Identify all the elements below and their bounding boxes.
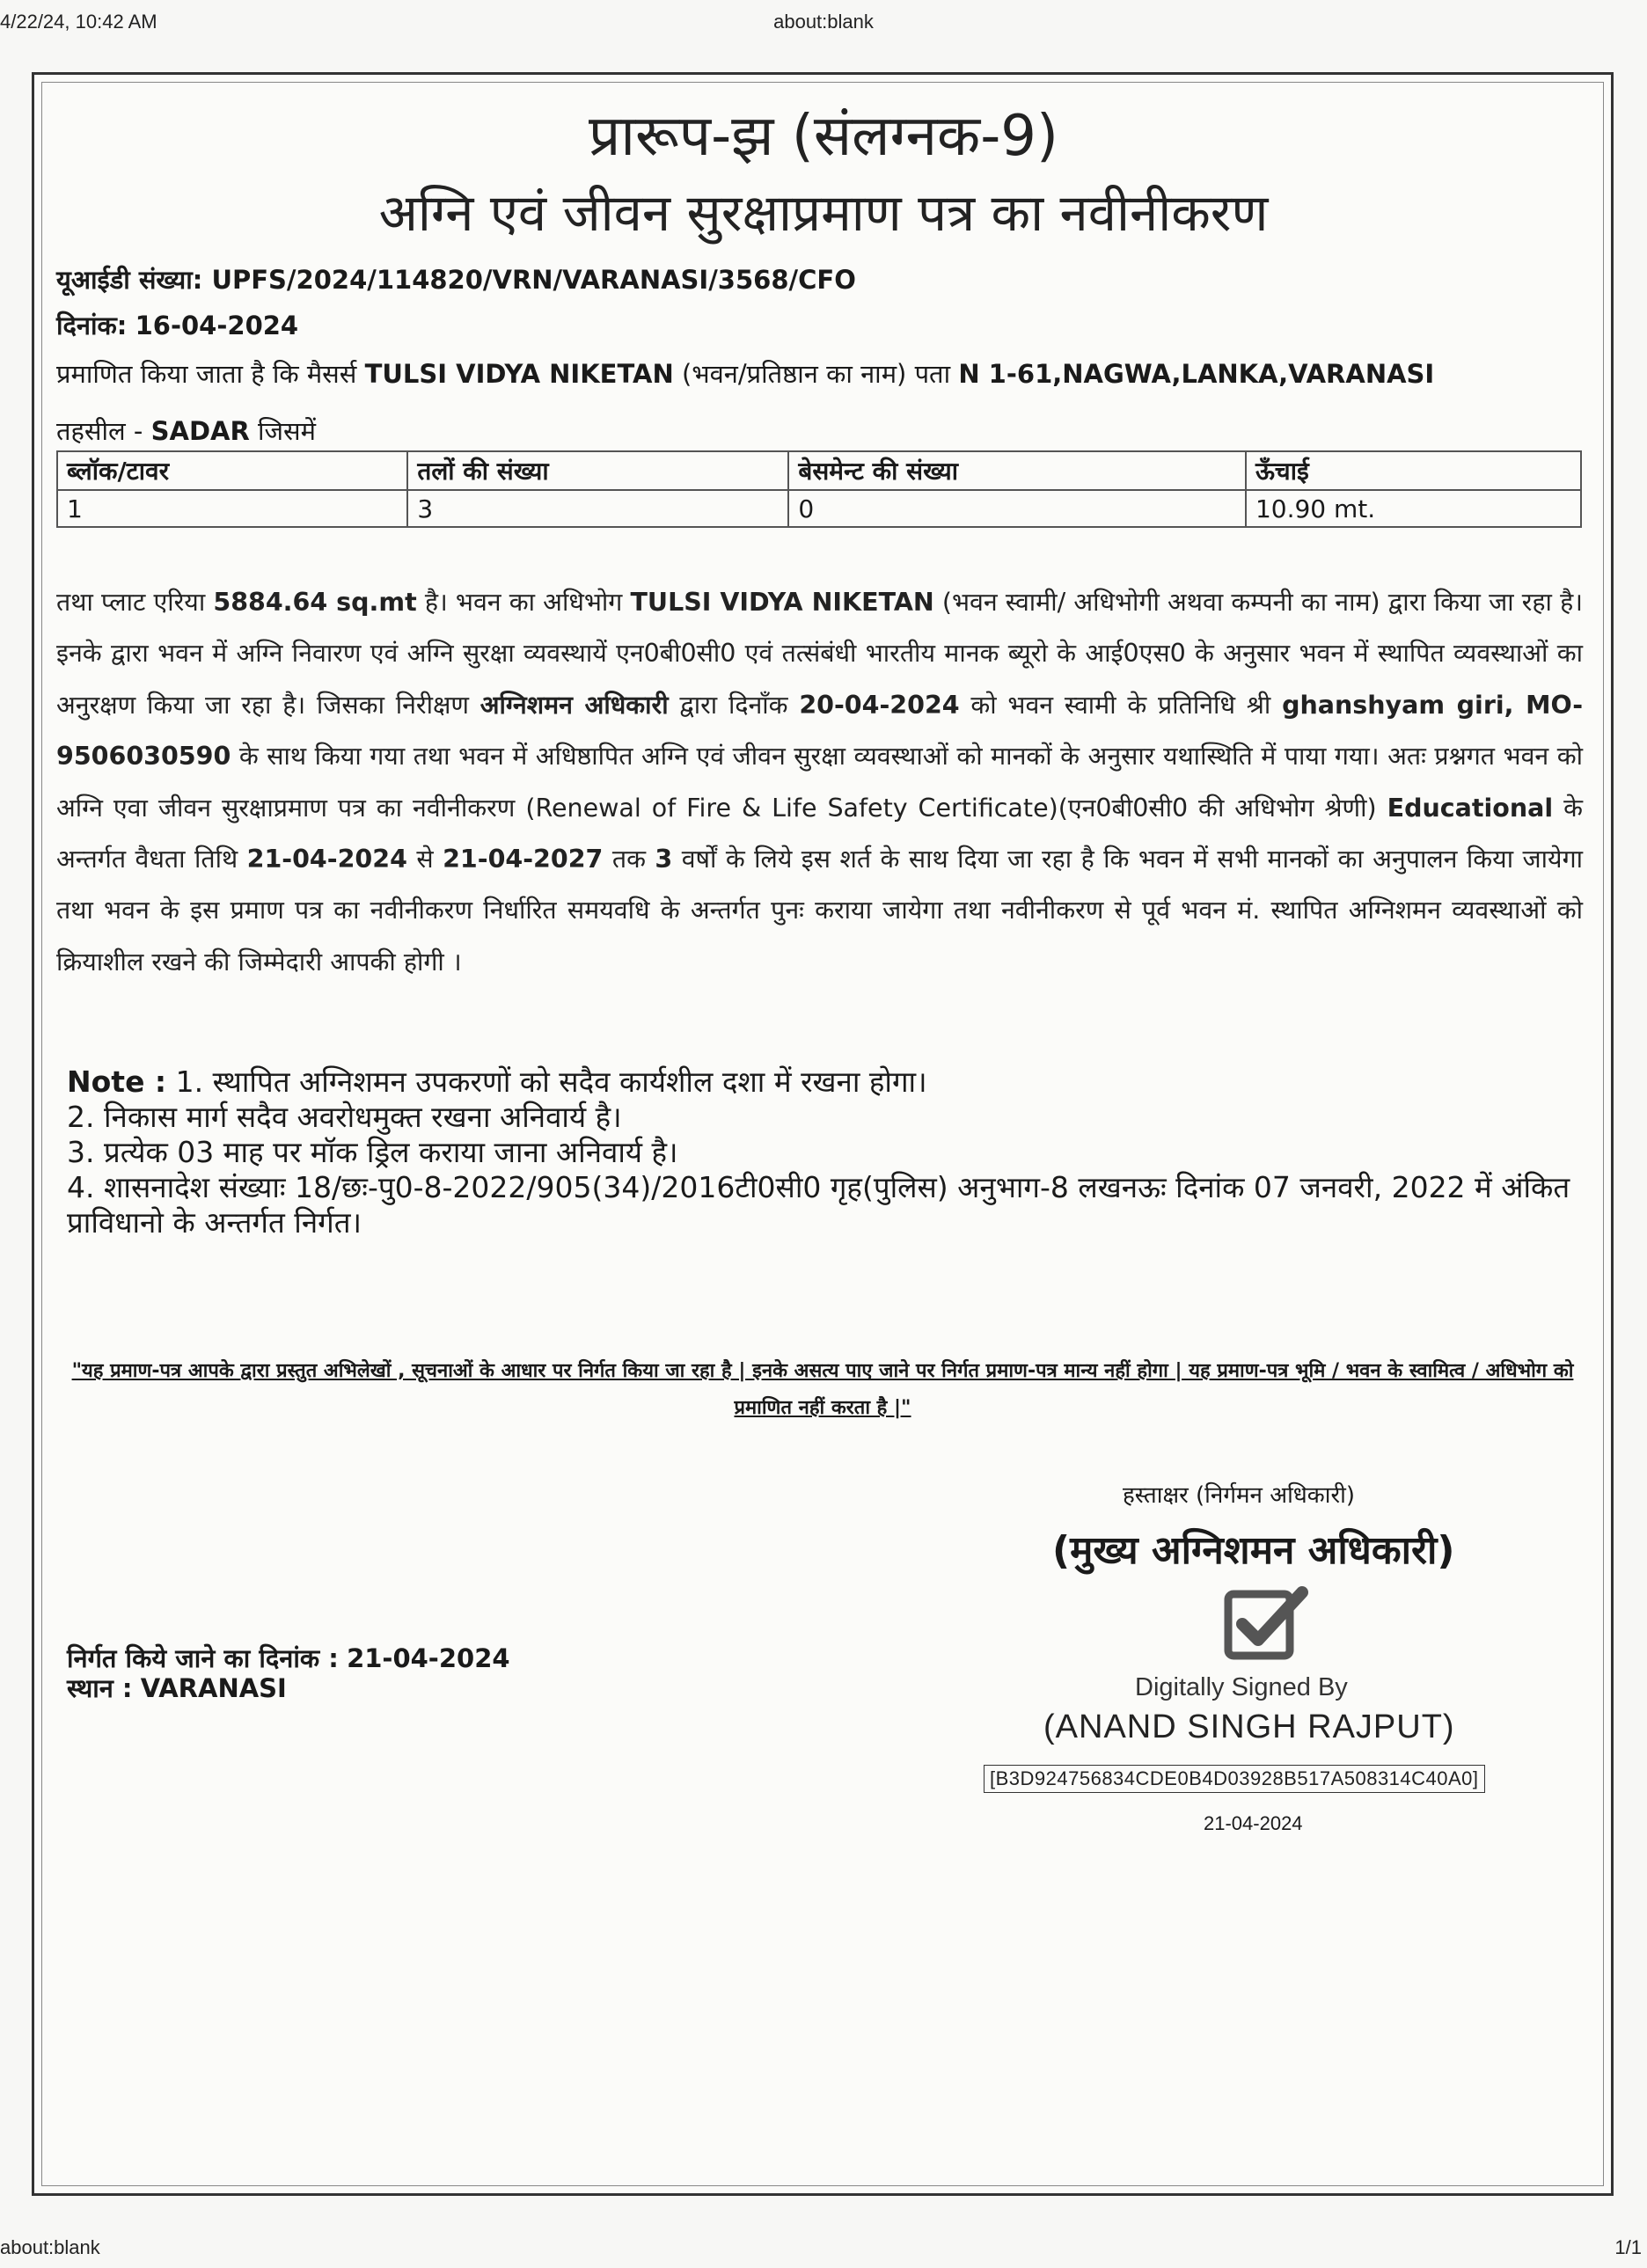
cell-block: 1 — [57, 490, 407, 527]
body-text: तथा प्लाट एरिया — [56, 588, 206, 617]
note-2: 2. निकास मार्ग सदैव अवरोधमुक्त रखना अनिवार्य है। — [67, 1100, 622, 1134]
cert-text-1: प्रमाणित किया जाता है कि मैसर्स — [56, 359, 357, 389]
body-text: वर्षों के लिये इस शर्त के साथ दिया जा रहा है कि भवन में सभी मानकों का अनुपालन किया जायेगा तथा भवन के इस प्रमाण पत्र का नवीनीकरण निर्धारित समयवधि के अन्तर्गत पुनः कराया जायेगा तथा नवीनीकरण से पूर्व भवन मं. स्थापित अग्निशमन व्यवस्थाओं को क्रियाशील रखने की जिम्मेदारी आपकी होगी । — [56, 845, 1584, 977]
certificate-title: अग्नि एवं जीवन सुरक्षाप्रमाण पत्र का नवीनीकरण — [378, 183, 1269, 243]
tehsil-suffix: जिसमें — [258, 416, 316, 446]
header-height: ऊँचाई — [1246, 451, 1581, 490]
tehsil-label: तहसील - — [56, 416, 143, 446]
print-page-number: 1/1 — [1614, 2236, 1642, 2258]
note-text: 1. स्थापित अग्निशमन उपकरणों को सदैव कार्यशील दशा में रखना होगा। — [175, 1064, 927, 1099]
uid-label: यूआईडी संख्या: — [56, 265, 203, 295]
digitally-signed-label: Digitally Signed By — [1135, 1673, 1348, 1701]
note-3: 3. प्रत्येक 03 माह पर मॉक ड्रिल कराया जाना अनिवार्य है। — [67, 1135, 678, 1169]
issue-place-line — [67, 1673, 510, 1703]
header-basements: बेसमेन्ट की संख्या — [788, 451, 1246, 490]
cell-floors: 3 — [407, 490, 788, 527]
issue-date-label: निर्गत किये जाने का दिनांक : — [67, 1643, 339, 1673]
date-label: दिनांक: — [56, 311, 128, 340]
issue-place-value: VARANASI — [140, 1673, 287, 1703]
tehsil-value: SADAR — [150, 416, 250, 446]
note-4: 4. शासनादेश संख्याः 18/छः-पु0-8-2022/905(34)/2016टी0सी0 गृह(पुलिस) अनुभाग-8 लखनऊः दिनांक 07 जनवरी, 2022 में अंकित प्राविधानो के अन्तर्गत निर्गत। — [67, 1170, 1570, 1240]
body-text: से — [416, 845, 434, 874]
body-text: (भवन स्वामी/ अधिभोगी अथवा कम्पनी का नाम) द्वारा किया जा रहा है। इनके द्वारा भवन में अग्नि निवारण एवं अग्नि सुरक्षा व्यवस्थायें एन0बी0सी0 एवं तत्संबंधी भारतीय मानक ब्यूरो के आई0एस0 के अनुसार भवन में स्थापित व्यवस्थाओं का अनुरक्षण किया जा रहा है। जिसका निरीक्षण — [56, 588, 1584, 720]
certification-line — [56, 356, 1434, 391]
inspecting-officer: अग्निशमन अधिकारी — [479, 690, 669, 720]
representative: ghanshyam giri, MO-9506030590 — [56, 690, 1584, 772]
uid-value: UPFS/2024/114820/VRN/VARANASI/3568/CFO — [211, 265, 856, 295]
issue-place-label: स्थान : — [67, 1673, 133, 1703]
issue-date-line — [67, 1643, 510, 1673]
form-heading: प्रारूप-झ (संलग्नक-9) — [589, 104, 1058, 169]
header-block: ब्लॉक/टावर — [57, 451, 407, 490]
body-text: है। भवन का अधिभोग — [424, 588, 623, 617]
header-floors: तलों की संख्या — [407, 451, 788, 490]
signature-hash: [B3D924756834CDE0B4D03928B517A508314C40A0] — [984, 1765, 1485, 1793]
building-details-table — [56, 450, 1582, 528]
date-line — [56, 308, 298, 342]
inspection-date: 20-04-2024 — [799, 690, 960, 720]
note-label: Note : — [67, 1064, 167, 1099]
notes-section — [67, 1064, 1580, 1240]
print-url: about:blank — [0, 2236, 100, 2258]
signature-label: हस्ताक्षर (निर्गमन अधिकारी) — [1123, 1482, 1356, 1509]
signatory-designation: (मुख्य अग्निशमन अधिकारी) — [1052, 1528, 1455, 1573]
occupant-name: TULSI VIDYA NIKETAN — [630, 588, 934, 617]
validity-years: 3 — [655, 845, 673, 874]
occupancy-category: Educational — [1387, 793, 1554, 823]
body-text: द्वारा दिनाँक — [679, 690, 788, 720]
valid-to: 21-04-2027 — [443, 845, 604, 874]
table-header-row — [57, 451, 1581, 490]
table-row — [57, 490, 1581, 527]
checkmark-icon — [1221, 1584, 1309, 1672]
establishment-address: N 1-61,NAGWA,LANKA,VARANASI — [958, 359, 1435, 389]
cell-height: 10.90 mt. — [1246, 490, 1581, 527]
cell-basements: 0 — [788, 490, 1246, 527]
signature-date: 21-04-2024 — [1204, 1812, 1303, 1834]
valid-from: 21-04-2024 — [246, 845, 407, 874]
signatory-name: (ANAND SINGH RAJPUT) — [1043, 1708, 1455, 1745]
note-1 — [67, 1064, 1580, 1100]
print-title: about:blank — [773, 11, 874, 33]
certificate-body — [56, 577, 1583, 988]
cert-text-2: (भवन/प्रतिष्ठान का नाम) पता — [681, 359, 951, 389]
print-footer — [0, 2236, 1647, 2263]
body-text: के साथ किया गया तथा भवन में अधिष्ठापित अग्नि एवं जीवन सुरक्षा व्यवस्थाओं को मानकों के अनुसार यथास्थिति में पाया गया। अतः प्रश्नगत भवन को अग्नि एवा जीवन सुरक्षाप्रमाण पत्र का नवीनीकरण (Renewal of Fire & Life Safety Certificate)(एन0बी0सी0 की अधिभोग श्रेणी) — [56, 742, 1584, 823]
print-header — [0, 11, 1647, 37]
tehsil-line — [56, 413, 316, 448]
body-text: तक — [611, 845, 646, 874]
body-text: को भवन स्वामी के प्रतिनिधि श्री — [970, 690, 1271, 720]
print-datetime: 4/22/24, 10:42 AM — [0, 11, 157, 33]
issue-date-value: 21-04-2024 — [347, 1643, 510, 1673]
plot-area: 5884.64 sq.mt — [213, 588, 417, 617]
body-text: के अन्तर्गत वैधता तिथि — [56, 793, 1584, 874]
disclaimer: "यह प्रमाण-पत्र आपके द्वारा प्रस्तुत अभिलेखों , सूचनाओं के आधार पर निर्गत किया जा रहा है | इनके असत्य पाए जाने पर निर्गत प्रमाण-पत्र मान्य नहीं होगा | यह प्रमाण-पत्र भूमि / भवन के स्वामित्व / अधिभोग को प्रमाणित नहीं करता है |" — [71, 1360, 1574, 1419]
uid-line — [56, 262, 856, 296]
establishment-name: TULSI VIDYA NIKETAN — [364, 359, 674, 389]
issue-details — [67, 1643, 510, 1703]
date-value: 16-04-2024 — [135, 311, 299, 340]
